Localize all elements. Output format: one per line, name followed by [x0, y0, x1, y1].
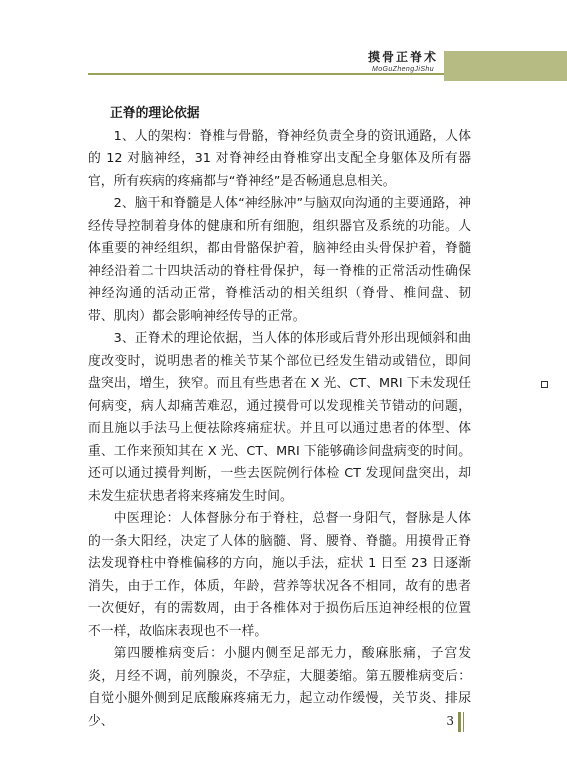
- header-color-block: [444, 51, 567, 81]
- paragraph: 第四腰椎病变后：小腿内侧至足部无力，酸麻胀痛，子宫发炎，月经不调，前列腺炎，不孕症，大腿萎缩。第五腰椎病变后：自觉小腿外侧到足底酸麻疼痛无力，起立动作缓慢，关节炎、排尿少、: [88, 646, 471, 729]
- paragraph: 1、人的架构：脊椎与骨骼，脊神经负责全身的资讯通路，人体的 12 对脑神经，31 对脊神经由脊椎穿出支配全身躯体及所有器官，所有疾病的疼痛都与“脊神经”是否畅通息息相关。: [88, 128, 471, 189]
- footer-bar: [458, 712, 461, 732]
- page-number: 3: [446, 714, 454, 728]
- footer-bar-thin: [463, 712, 464, 732]
- running-header-title: 摸骨正脊术: [367, 50, 438, 64]
- paragraph: 2、脑干和脊髓是人体“神经脉冲”与脑双向沟通的主要通路，神经传导控制着身体的健康和所有细胞，组织器官及系统的功能。人体重要的神经组织，都由骨骼保护着，脑神经由头骨保护着，脊髓神经沿着二十四块活动的脊柱骨保护，每一脊椎的正常活动性确保神经沟通的活动正常，脊椎活动的相关组织（脊骨、椎间盘、韧带、肌肉）都会影响神经传导的正常。: [88, 196, 471, 324]
- running-header-subtitle: MoGuZhengJiShu: [371, 66, 435, 73]
- page-body: [88, 103, 471, 733]
- paragraph: 3、正脊术的理论依据，当人体的体形或后背外形出现倾斜和曲度改变时，说明患者的椎关节某个部位已经发生错动或错位，即间盘突出，增生，狭窄。而且有些患者在 X 光、CT、MRI 下未发现任何病变，病人却痛苦难忍，通过摸骨可以发现椎关节错动的问题，而且施以手法马上便祛除疼痛症状。并且可以通过患者的体型、体重、工作来预知其在 X 光、CT、MRI 下能够确诊间盘病变的时间。还可以通过摸骨判断，一些去医院例行体检 CT 发现间盘突出，却未发生症状患者将来疼痛发生时间。: [88, 331, 471, 504]
- paragraph: 中医理论：人体督脉分布于脊柱，总督一身阳气，督脉是人体的一条大阳经，决定了人体的脑髓、肾、腰脊、脊髓。用摸骨正脊法发现脊柱中脊椎偏移的方向，施以手法，症状 1 日至 23 日逐渐消失，由于工作，体质，年龄，营养等状况各不相同，故有的患者一次便好，有的需数周，由于各椎体对于损伤后压迫神经根的位置不一样，故临床表现也不一样。: [88, 511, 471, 639]
- margin-marker: [541, 381, 548, 388]
- header-rule: [88, 73, 473, 75]
- section-heading: 正脊的理论依据: [110, 106, 200, 121]
